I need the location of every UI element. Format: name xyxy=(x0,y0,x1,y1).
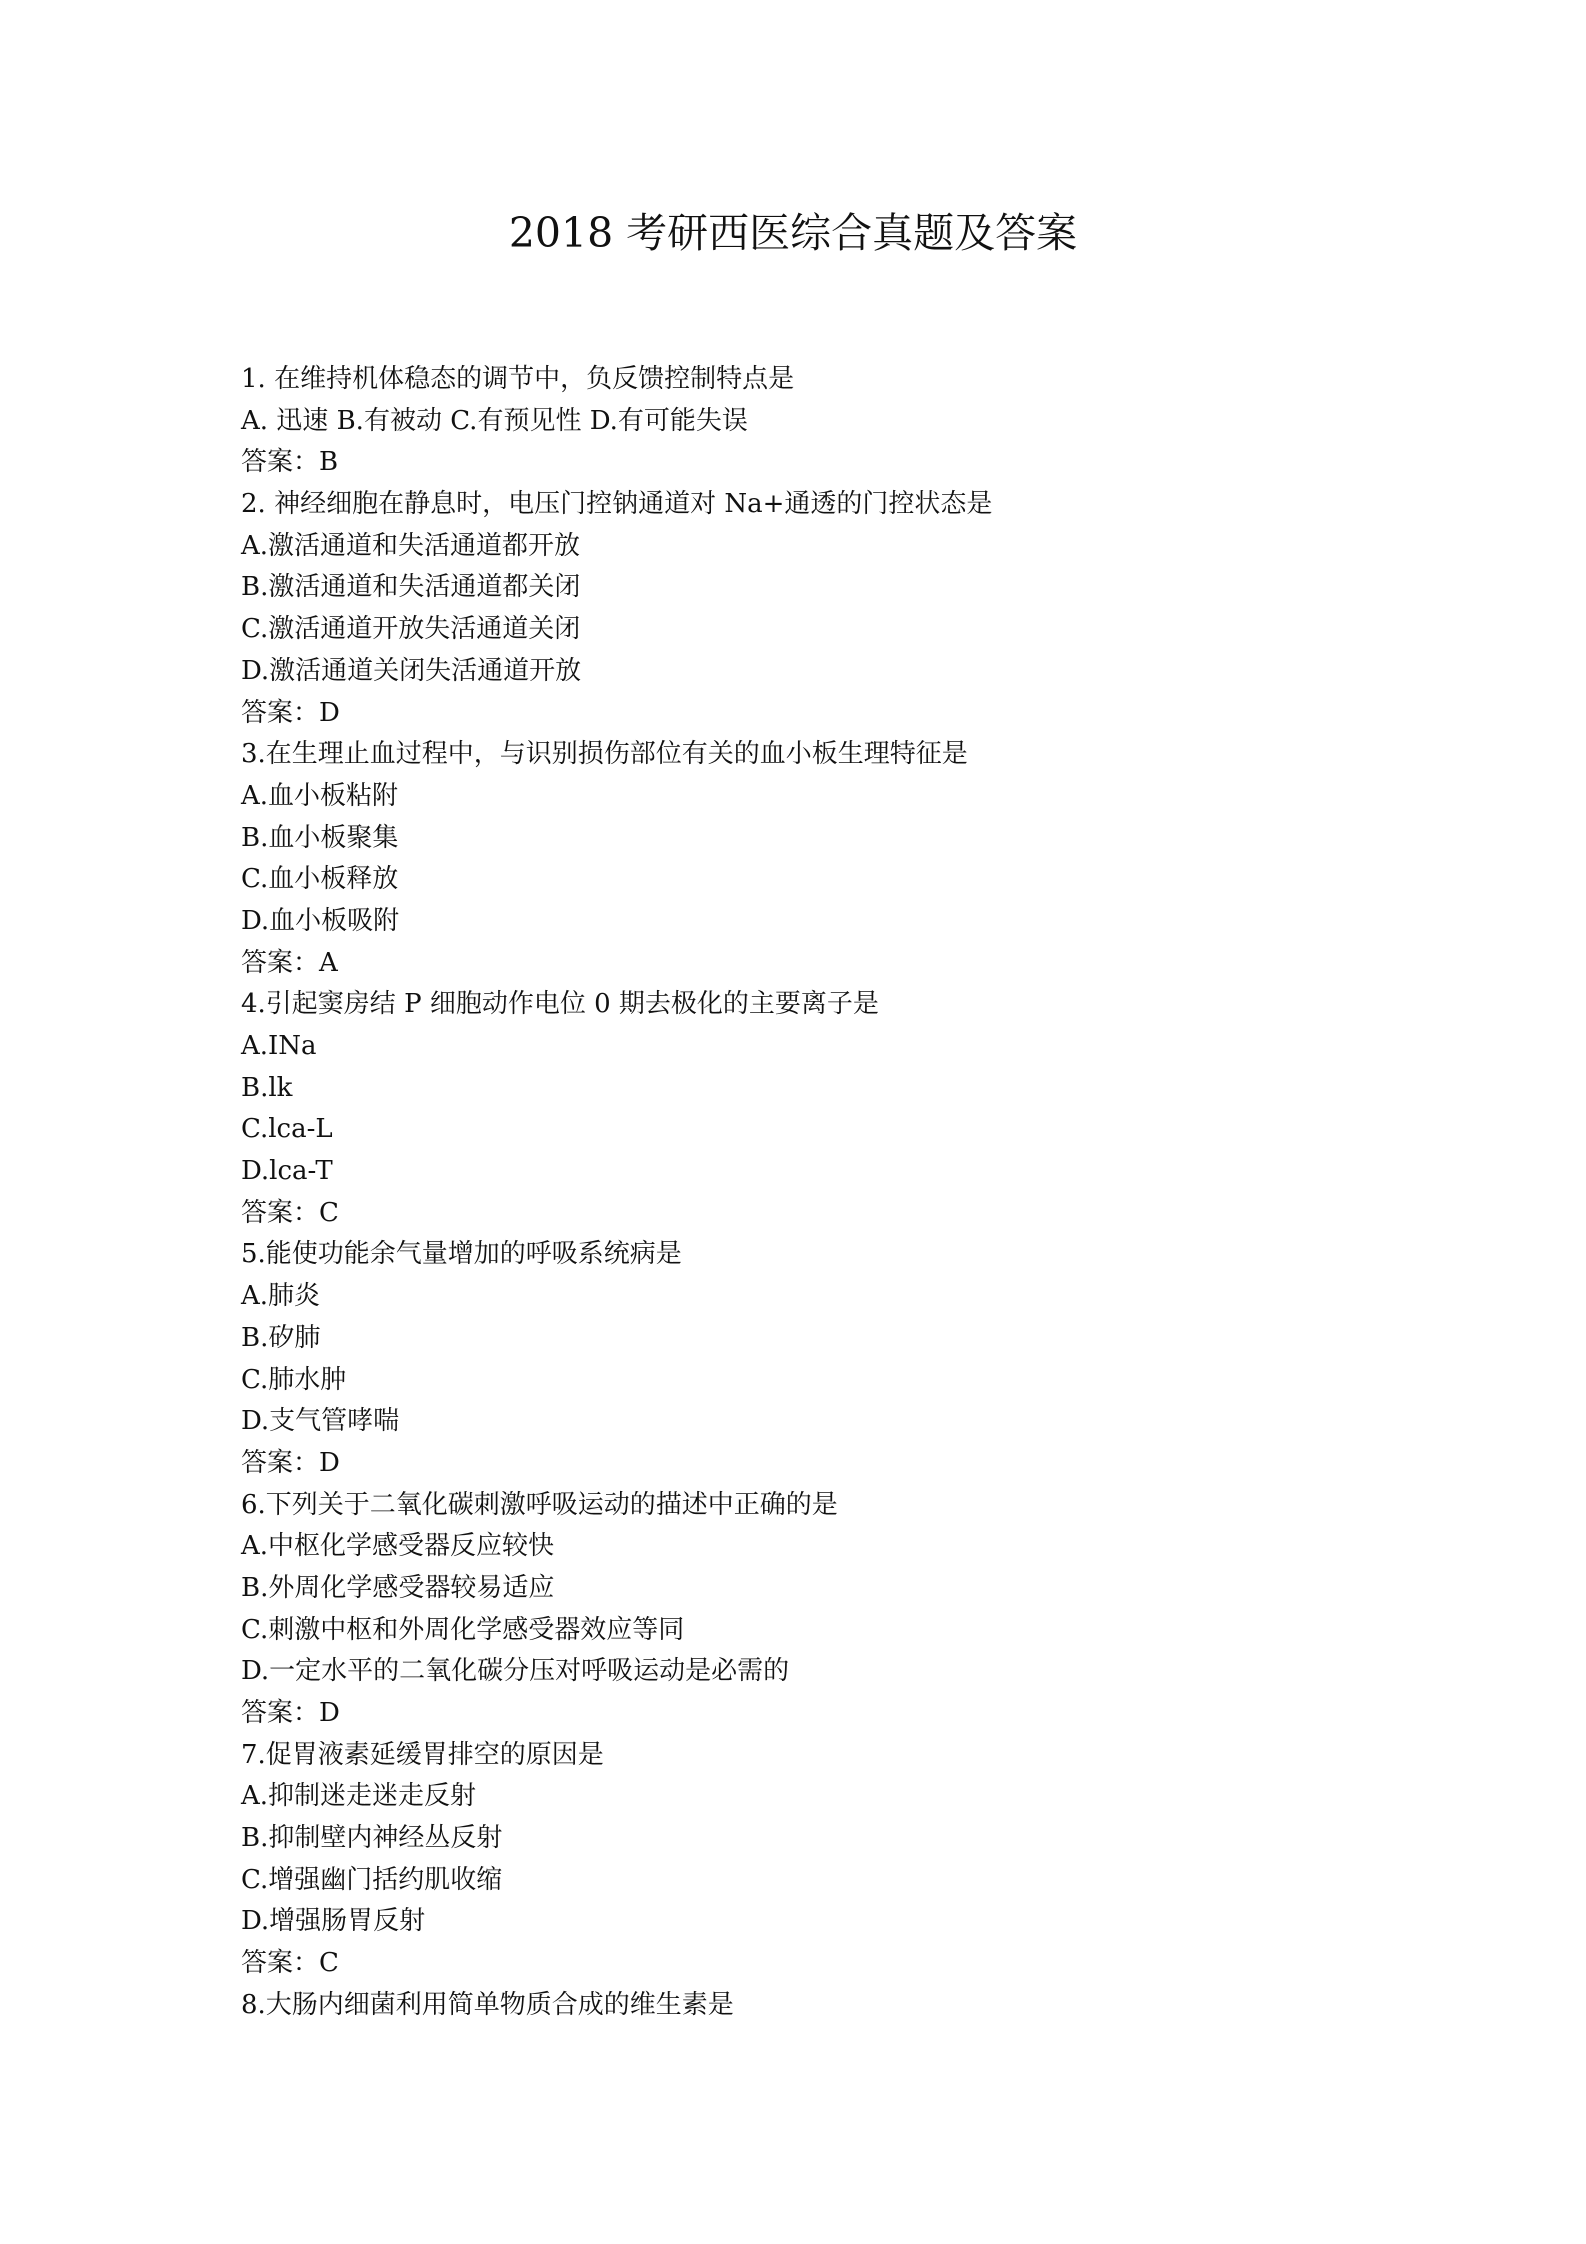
question-stem: 7.促胃液素延缓胃排空的原因是 xyxy=(241,1739,604,1770)
option-line: C.激活通道开放失活通道关闭 xyxy=(241,614,581,645)
option-line: B.矽肺 xyxy=(241,1322,321,1353)
question-stem: 8.大肠内细菌利用简单物质合成的维生素是 xyxy=(241,1989,734,2020)
option-line: A.血小板粘附 xyxy=(241,780,399,811)
document-title: 2018 考研西医综合真题及答案 xyxy=(508,209,1078,257)
answer-line: 答案：A xyxy=(241,947,338,978)
option-line: C.肺水肿 xyxy=(241,1364,347,1395)
option-line: A.肺炎 xyxy=(241,1281,321,1312)
option-line: B.lk xyxy=(241,1072,293,1103)
answer-line: 答案：C xyxy=(241,1948,339,1979)
question-stem: 1. 在维持机体稳态的调节中，负反馈控制特点是 xyxy=(241,364,795,394)
answer-line: 答案：C xyxy=(241,1197,339,1228)
option-line: D.一定水平的二氧化碳分压对呼吸运动是必需的 xyxy=(241,1656,790,1687)
option-line: C.血小板释放 xyxy=(241,864,399,895)
document-body xyxy=(241,359,1391,2027)
option-line: A.激活通道和失活通道都开放 xyxy=(241,530,581,561)
answer-line: 答案：B xyxy=(241,447,339,478)
option-line: D.增强肠胃反射 xyxy=(241,1906,426,1937)
option-line: B.外周化学感受器较易适应 xyxy=(241,1572,555,1603)
option-line: D.支气管哮喘 xyxy=(241,1406,400,1437)
option-line: B.抑制壁内神经丛反射 xyxy=(241,1823,503,1854)
answer-line: 答案：D xyxy=(241,697,340,728)
question-stem: 2. 神经细胞在静息时，电压门控钠通道对 Na+通透的门控状态是 xyxy=(241,489,993,520)
option-line: D.lca-T xyxy=(241,1156,333,1187)
option-line: D.血小板吸附 xyxy=(241,905,400,936)
question-stem: 4.引起窦房结 P 细胞动作电位 0 期去极化的主要离子是 xyxy=(241,989,879,1020)
question-stem: 5.能使功能余气量增加的呼吸系统病是 xyxy=(241,1239,682,1270)
option-line: D.激活通道关闭失活通道开放 xyxy=(241,655,582,686)
answer-line: 答案：D xyxy=(241,1698,340,1728)
question-stem: 3.在生理止血过程中，与识别损伤部位有关的血小板生理特征是 xyxy=(241,739,968,770)
option-line: B.血小板聚集 xyxy=(241,822,399,853)
option-line: A.INa xyxy=(241,1031,317,1061)
option-line: A.抑制迷走迷走反射 xyxy=(241,1781,477,1812)
option-line: C.刺激中枢和外周化学感受器效应等同 xyxy=(241,1614,685,1645)
question-stem: 6.下列关于二氧化碳刺激呼吸运动的描述中正确的是 xyxy=(241,1489,838,1520)
option-line: C.增强幽门括约肌收缩 xyxy=(241,1864,503,1895)
option-line: A.中枢化学感受器反应较快 xyxy=(241,1531,555,1562)
answer-line: 答案：D xyxy=(241,1447,340,1478)
option-line: C.lca-L xyxy=(241,1114,333,1145)
option-line: B.激活通道和失活通道都关闭 xyxy=(241,572,581,603)
option-line: A. 迅速 B.有被动 C.有预见性 D.有可能失误 xyxy=(241,405,748,436)
